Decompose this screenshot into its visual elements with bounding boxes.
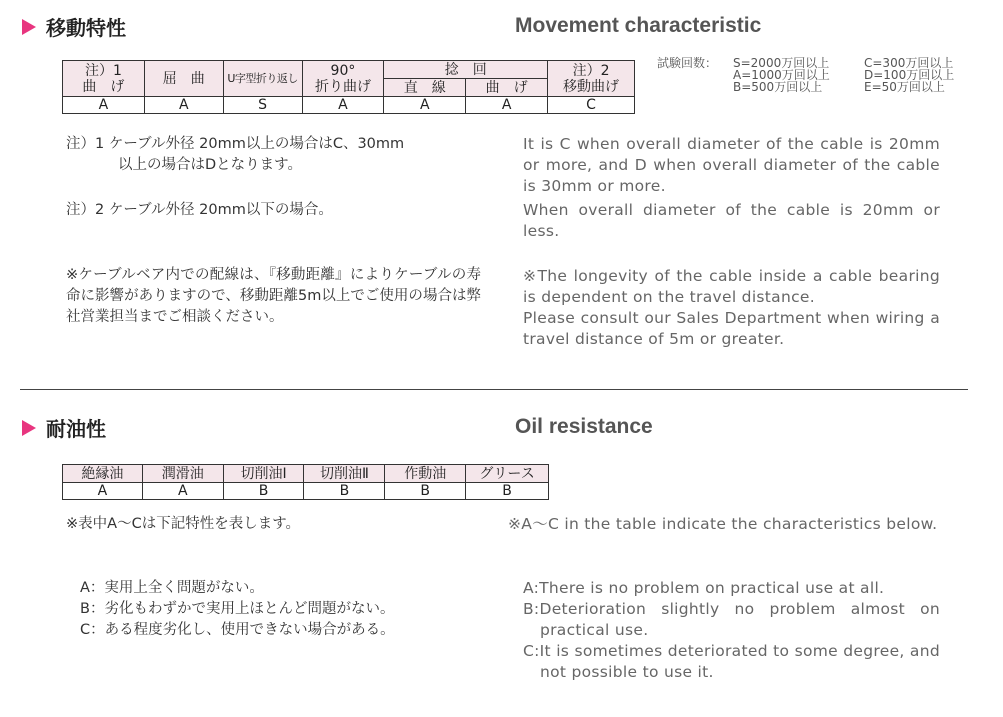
remark-en <box>523 266 940 350</box>
header-text: 注）2 <box>572 62 610 79</box>
header-text: 曲 げ <box>82 78 125 95</box>
note1-jp <box>66 134 491 176</box>
test-count-item: B=500万回以上 <box>733 80 823 94</box>
remark-en-line1: ※The longevity of the cable inside a cable bearing is dependent on the travel distance. <box>523 267 940 306</box>
legend-item: B:Deterioration slightly no problem almost on practical use. <box>523 600 940 639</box>
header-bend: 屈 曲 <box>144 61 223 97</box>
oil-value: B <box>385 483 466 500</box>
value-cell: C <box>548 97 635 114</box>
value-cell: S <box>223 97 302 114</box>
note2-jp: 注）2 ケーブル外径 20mm以下の場合。 <box>66 202 333 218</box>
oil-header: 絶縁油 <box>63 465 143 483</box>
value-cell: A <box>302 97 384 114</box>
movement-table <box>62 60 635 114</box>
test-count-item: C=300万回以上 <box>864 56 954 70</box>
header-text: 90° <box>330 62 356 79</box>
legend-item: B：劣化もわずかで実用上ほとんど問題がない。 <box>80 601 395 617</box>
value-cell: A <box>466 97 548 114</box>
test-count-item: E=50万回以上 <box>864 80 945 94</box>
movement-title-en: Movement characteristic <box>515 14 762 37</box>
test-count-col1 <box>733 57 830 93</box>
oil-intro-en: ※A～C in the table indicate the characteristics below. <box>508 515 938 533</box>
header-note1-bend <box>63 61 145 97</box>
test-count-item: D=100万回以上 <box>864 68 955 82</box>
note1-jp-line2: 以上の場合はDとなります。 <box>118 157 303 173</box>
test-count-item: S=2000万回以上 <box>733 56 830 70</box>
legend-item: C:It is sometimes deteriorated to some degree, and not possible to use it. <box>523 642 940 681</box>
oil-legend-en <box>523 578 940 683</box>
header-text: 移動曲げ <box>563 78 620 95</box>
header-90-bend <box>302 61 384 97</box>
movement-heading <box>22 12 126 41</box>
header-u-turn: U字型折り返し <box>223 61 302 97</box>
section-divider <box>20 389 968 390</box>
value-cell: A <box>63 97 145 114</box>
oil-header: 切削油Ⅱ <box>304 465 385 483</box>
note1-en: It is C when overall diameter of the cable is 20mm or more, and D when overall diameter of the cable is 30mm or more. <box>523 135 940 195</box>
test-count-item: A=1000万回以上 <box>733 68 830 82</box>
oil-legend-jp <box>80 578 395 641</box>
remark-en-line2: Please consult our Sales Department when wiring a travel distance of 5m or greater. <box>523 309 940 348</box>
oil-header: 潤滑油 <box>142 465 223 483</box>
oil-value: B <box>223 483 304 500</box>
oil-header: 作動油 <box>385 465 466 483</box>
header-text: 折り曲げ <box>314 78 371 95</box>
header-curve: 曲 げ <box>466 79 548 97</box>
header-text: 注）1 <box>84 62 122 79</box>
oil-title-en: Oil resistance <box>515 415 653 438</box>
oil-title-jp: 耐油性 <box>46 417 106 441</box>
oil-value: A <box>63 483 143 500</box>
header-straight: 直 線 <box>384 79 466 97</box>
header-twist: 捻 回 <box>384 61 548 79</box>
header-note2-moving <box>548 61 635 97</box>
oil-heading <box>22 413 106 442</box>
oil-value: B <box>304 483 385 500</box>
value-cell: A <box>144 97 223 114</box>
arrow-right-icon <box>22 420 36 436</box>
movement-title-jp: 移動特性 <box>46 16 126 40</box>
note2-en: When overall diameter of the cable is 20mm or less. <box>523 201 940 240</box>
legend-item: A：実用上全く問題がない。 <box>80 580 264 596</box>
oil-intro-jp: ※表中A～Cは下記特性を表します。 <box>66 516 301 532</box>
oil-header: 切削油Ⅰ <box>223 465 304 483</box>
value-cell: A <box>384 97 466 114</box>
legend-item: A:There is no problem on practical use at all. <box>523 579 885 597</box>
note1-jp-line1: 注）1 ケーブル外径 20mm以上の場合はC、30mm <box>66 136 405 152</box>
oil-value: A <box>142 483 223 500</box>
arrow-right-icon <box>22 19 36 35</box>
oil-table <box>62 464 549 500</box>
legend-item: C：ある程度劣化し、使用できない場合がある。 <box>80 622 395 638</box>
oil-header: グリース <box>466 465 549 483</box>
test-count-col2 <box>864 57 954 93</box>
oil-value: B <box>466 483 549 500</box>
remark-jp: ※ケーブルベア内での配線は、『移動距離』によりケーブルの寿命に影響がありますので、移動距離5m以上でご使用の場合は弊社営業担当までご相談ください。 <box>66 267 481 325</box>
test-count-label: 試験回数： <box>657 56 718 70</box>
